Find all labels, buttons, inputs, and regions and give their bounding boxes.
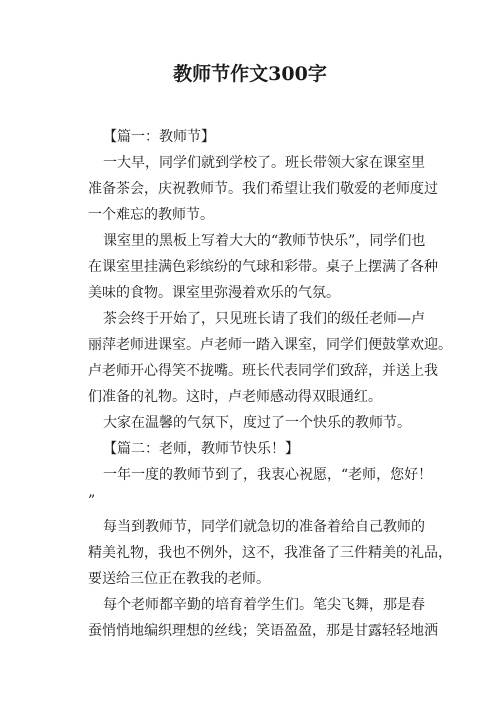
paragraph-line: 要送给三位正在教我的老师。 [88,571,270,587]
paragraph-line: 卢老师开心得笑不拢嘴。班长代表同学们致辞，并送上我 [88,363,438,379]
paragraph-line: 一个难忘的教师节。 [88,207,214,223]
paragraph-line: 一大早，同学们就到学校了。班长带领大家在课室里 [103,155,425,171]
paragraph-line: 精美礼物，我也不例外，这不，我准备了三件精美的礼品， [88,545,452,561]
paragraph-line: 茶会终于开始了，只见班长请了我们的级任老师—卢 [103,311,425,327]
paragraph-line: 蚕悄悄地编织理想的丝线；笑语盈盈，那是甘露轻轻地洒 [88,623,438,639]
paragraph-line: 们准备的礼物。这时，卢老师感动得双眼通红。 [88,389,382,405]
paragraph-line: 大家在温馨的气氛下，度过了一个快乐的教师节。 [103,415,411,431]
document-title: 教师节作文300字 [173,63,327,85]
paragraph-line: 每个老师都辛勤的培育着学生们。笔尖飞舞，那是春 [103,597,425,613]
section-heading: 【篇二：老师，教师节快乐！】 [103,441,299,457]
paragraph-line: ” [88,493,96,509]
paragraph-line: 每当到教师节，同学们就急切的准备着给自己教师的 [103,519,425,535]
paragraph-line: 在课室里挂满色彩缤纷的气球和彩带。桌子上摆满了各种 [88,259,438,275]
section-heading: 【篇一：教师节】 [103,129,215,145]
paragraph-line: 一年一度的教师节到了，我衷心祝愿，“老师，您好！ [103,467,433,483]
paragraph-line: 课室里的黑板上写着大大的“教师节快乐”，同学们也 [103,233,426,249]
paragraph-line: 美味的食物。课室里弥漫着欢乐的气氛。 [88,285,340,301]
paragraph-line: 准备茶会，庆祝教师节。我们希望让我们敬爱的老师度过 [88,181,438,197]
paragraph-line: 丽萍老师进课室。卢老师一踏入课室，同学们便鼓掌欢迎。 [88,337,452,353]
